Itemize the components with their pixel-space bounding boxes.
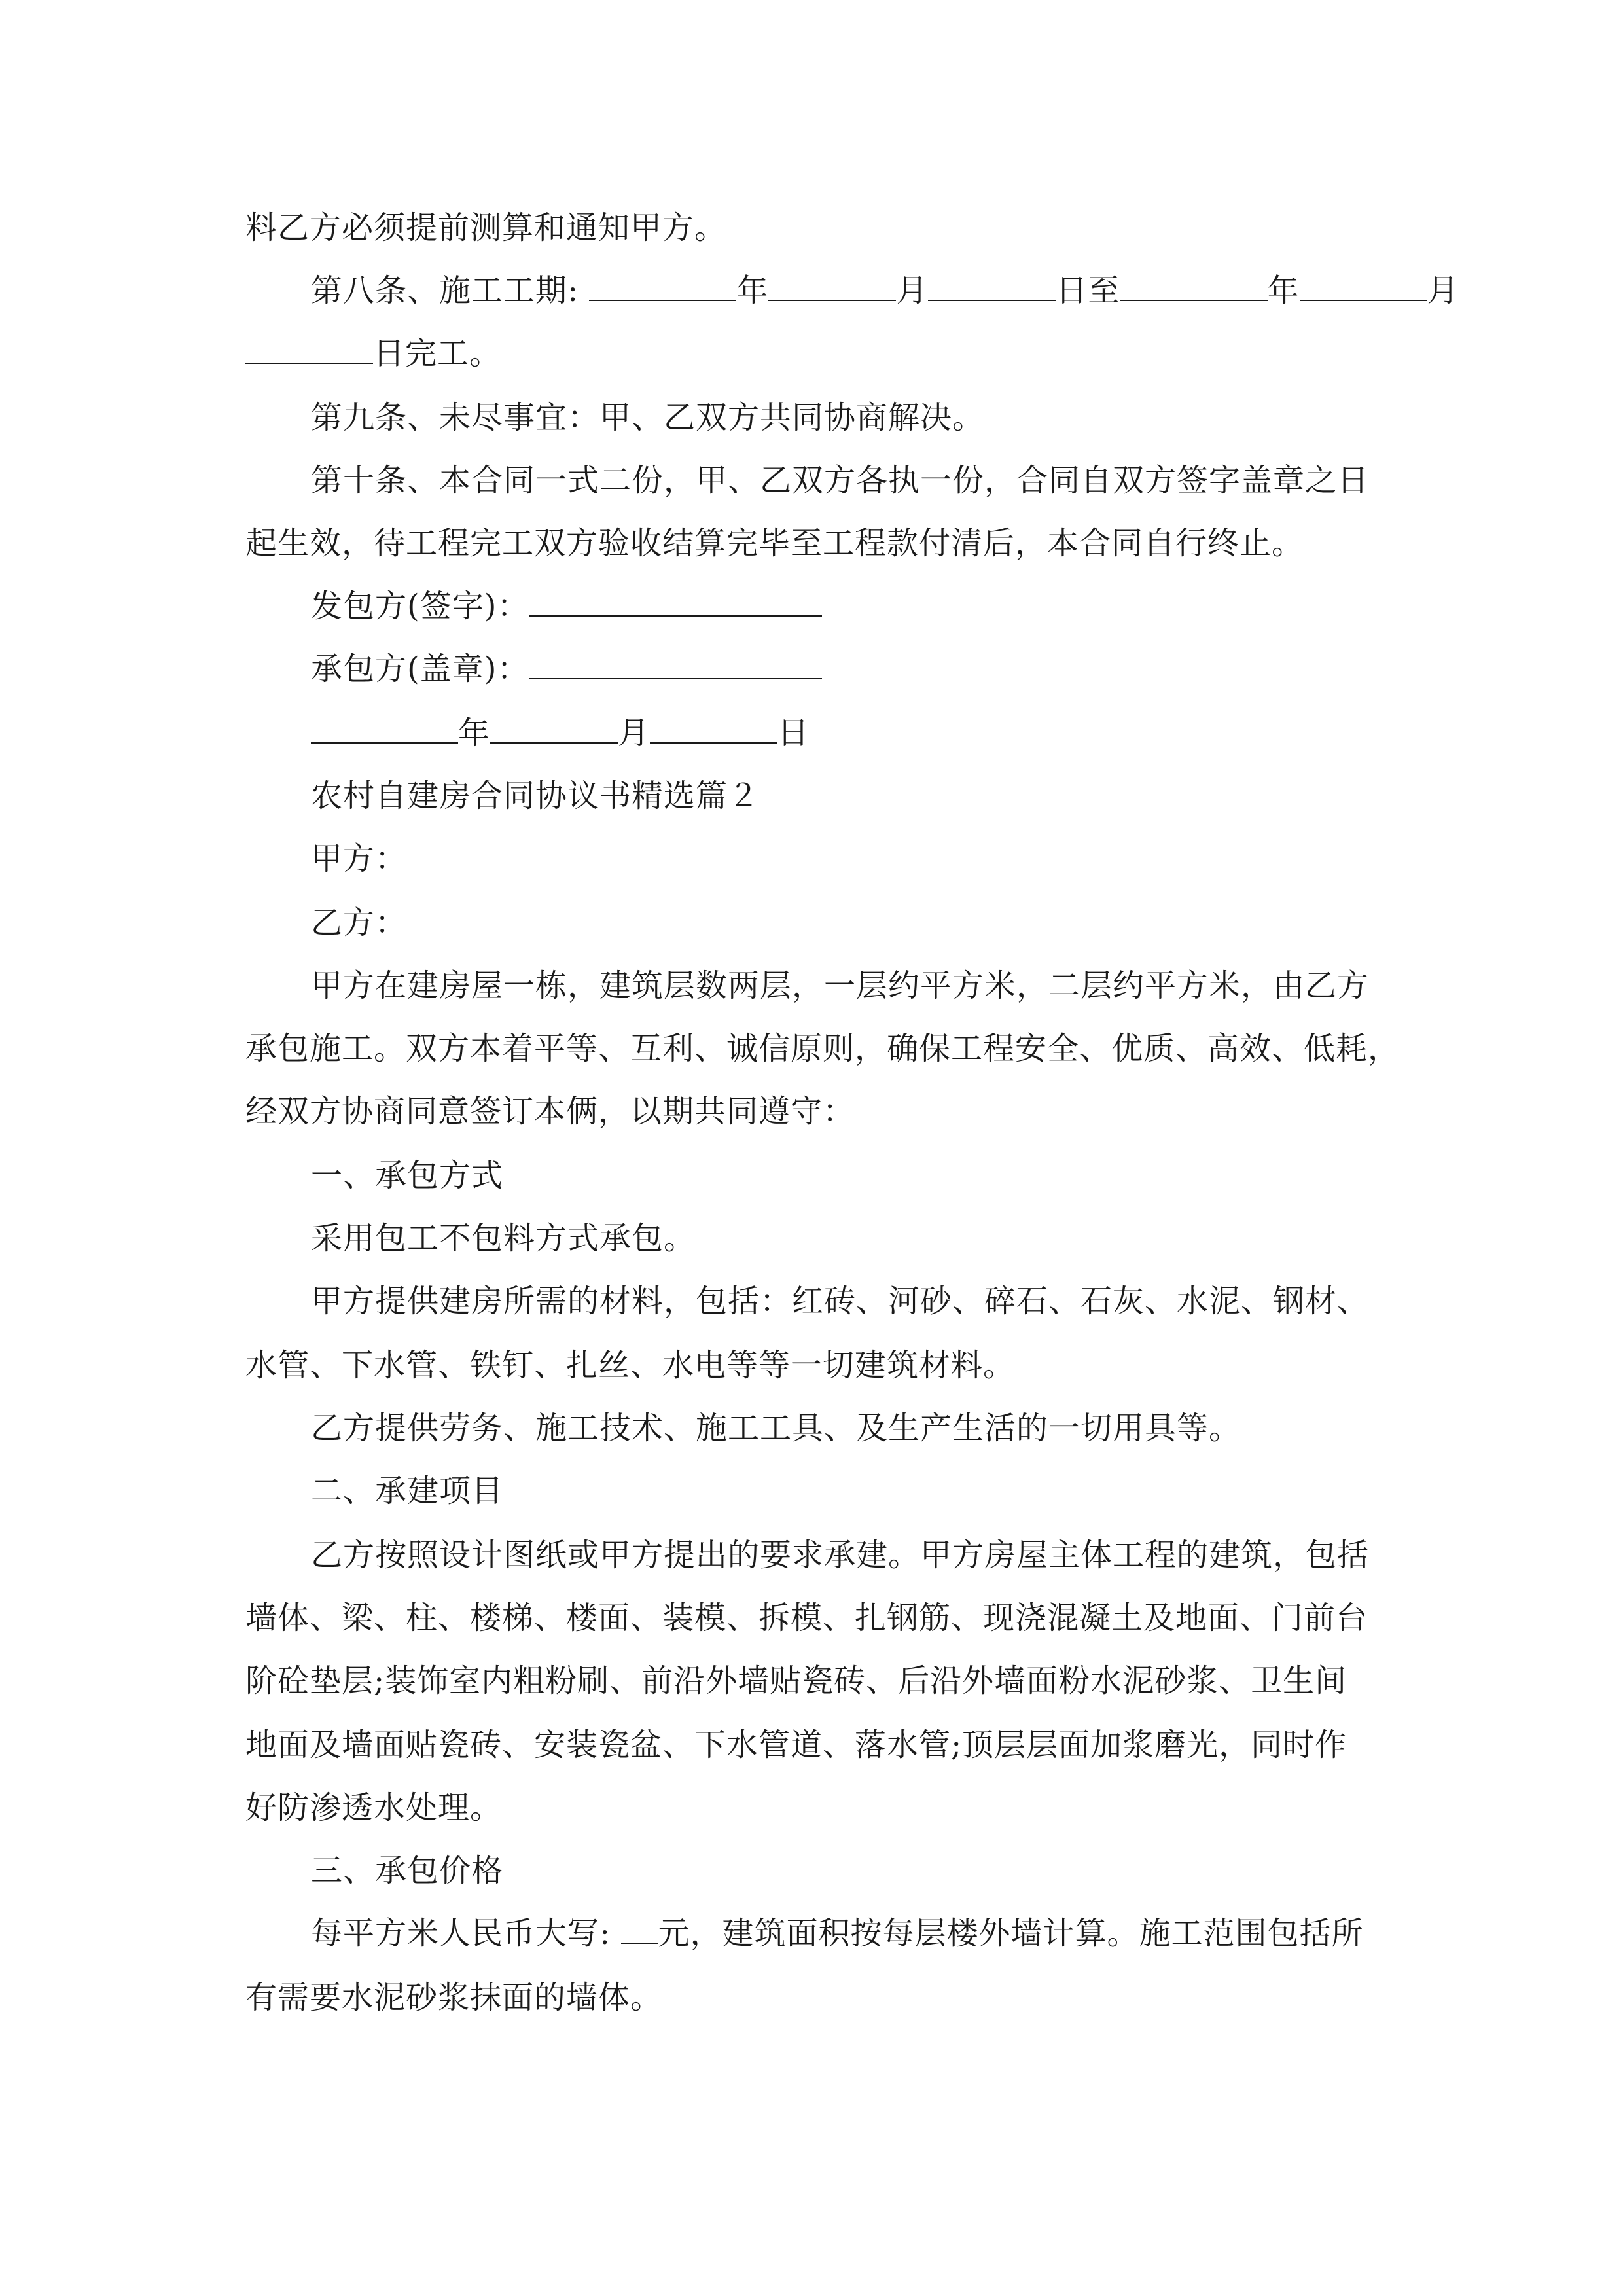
heading-contract-price: 三、承包价格 xyxy=(311,1852,504,1889)
intro-line1: 甲方在建房屋一栋，建筑层数两层，一层约平方米，二层约平方米，由乙方 xyxy=(311,967,1370,1004)
price-suffix: 元，建筑面积按每层楼外墙计算。施工范围包括所 xyxy=(658,1915,1364,1952)
party-b-seal-line xyxy=(311,649,822,689)
items-line2: 墙体、梁、柱、楼梯、楼面、装模、拆模、扎钢筋、现浇混凝土及地面、门前台 xyxy=(245,1600,1368,1636)
start-month-blank[interactable] xyxy=(768,274,896,301)
price-line1 xyxy=(311,1914,1363,1953)
party-b-seal-label: 承包方(盖章)： xyxy=(311,651,529,687)
article-8-label: 第八条、施工工期: xyxy=(311,272,579,309)
party-b-line: 乙方： xyxy=(311,905,408,941)
materials-line1: 甲方提供建房所需的材料，包括：红砖、河砂、碎石、石灰、水泥、钢材、 xyxy=(311,1283,1370,1319)
party-a-line: 甲方： xyxy=(311,840,408,877)
price-line2: 有需要水泥砂浆抹面的墙体。 xyxy=(245,1979,663,2016)
items-line4: 地面及墙面贴瓷砖、安装瓷盆、下水管道、落水管;顶层层面加浆磨光，同时作 xyxy=(245,1727,1347,1763)
sign-day-blank[interactable] xyxy=(650,716,777,744)
article-9: 第九条、未尽事宜：甲、乙双方共同协商解决。 xyxy=(311,399,985,436)
sign-year-blank[interactable] xyxy=(311,716,458,744)
items-line1: 乙方按照设计图纸或甲方提出的要求承建。甲方房屋主体工程的建筑，包括 xyxy=(311,1537,1370,1573)
items-line3: 阶砼垫层;装饰室内粗粉刷、前沿外墙贴瓷砖、后沿外墙面粉水泥砂浆、卫生间 xyxy=(245,1662,1347,1699)
heading-contract-method: 一、承包方式 xyxy=(311,1157,504,1194)
end-month-blank[interactable] xyxy=(1300,274,1427,301)
start-day-blank[interactable] xyxy=(928,274,1056,301)
party-a-signature-label: 发包方(签字)： xyxy=(311,588,529,624)
text-line: 料乙方必须提前测算和通知甲方。 xyxy=(245,209,727,246)
price-label: 每平方米人民币大写: xyxy=(311,1915,611,1952)
party-a-signature-line xyxy=(311,586,822,626)
section-2-title: 农村自建房合同协议书精选篇２ xyxy=(311,778,760,814)
end-day-blank[interactable] xyxy=(245,336,373,364)
heading-construction-items: 二、承建项目 xyxy=(311,1473,504,1509)
sign-month-blank[interactable] xyxy=(490,716,618,744)
completion-line: 日完工。 xyxy=(245,334,501,373)
sign-date-line: 年 月 日 xyxy=(311,713,810,753)
start-year-blank[interactable] xyxy=(589,274,736,301)
article-10-line1: 第十条、本合同一式二份，甲、乙双方各执一份，合同自双方签字盖章之日 xyxy=(311,462,1370,499)
price-amount-blank[interactable] xyxy=(621,1916,658,1944)
paragraph-method: 采用包工不包料方式承包。 xyxy=(311,1220,696,1257)
intro-line3: 经双方协商同意签订本俩，以期共同遵守： xyxy=(245,1093,855,1130)
party-b-seal-blank[interactable] xyxy=(529,652,822,679)
materials-line2: 水管、下水管、铁钉、扎丝、水电等等一切建筑材料。 xyxy=(245,1347,1016,1384)
labor-paragraph: 乙方提供劳务、施工技术、施工工具、及生产生活的一切用具等。 xyxy=(311,1410,1241,1446)
construction-period-line: 第八条、施工工期: 年 月 日至 年 月 xyxy=(311,272,1459,309)
party-a-signature-blank[interactable] xyxy=(529,589,822,617)
end-year-blank[interactable] xyxy=(1120,274,1268,301)
items-line5: 好防渗透水处理。 xyxy=(245,1789,503,1826)
article-10-line2: 起生效，待工程完工双方验收结算完毕至工程款付清后，本合同自行终止。 xyxy=(245,525,1304,562)
intro-line2: 承包施工。双方本着平等、互利、诚信原则，确保工程安全、优质、高效、低耗， xyxy=(245,1030,1400,1067)
